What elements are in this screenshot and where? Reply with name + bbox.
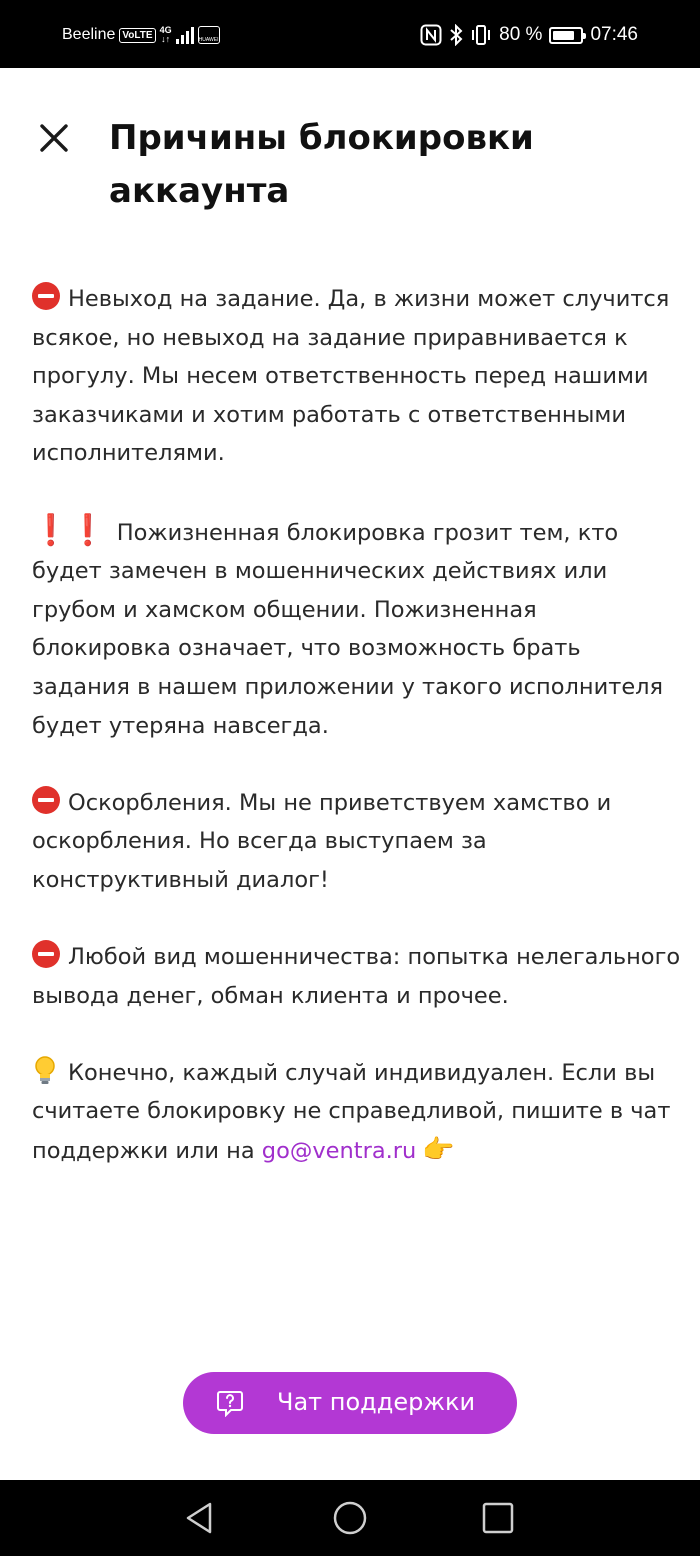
paragraph-appeal — [32, 1054, 682, 1171]
support-email-link[interactable]: go@ventra.ru — [261, 1138, 417, 1165]
paragraph-fraud — [32, 938, 682, 1015]
signal-icon — [176, 26, 194, 44]
no-entry-icon — [32, 940, 60, 968]
status-bar — [0, 0, 700, 68]
no-entry-icon — [32, 282, 60, 310]
home-icon[interactable] — [330, 1500, 370, 1536]
back-icon[interactable] — [180, 1500, 220, 1536]
content — [32, 280, 682, 1209]
battery-percent: 80 % — [499, 24, 543, 45]
no-entry-icon — [32, 786, 60, 814]
system-nav-bar — [0, 1480, 700, 1556]
volte-badge: VoLTE — [119, 28, 155, 43]
network-type: 4G ↓↑ — [159, 25, 172, 44]
paragraph-text: Оскорбления. Мы не приветствуем хамство и оскорбления. Но всегда выступаем за конструктивный диалог! — [32, 789, 612, 893]
huawei-app-icon: HUAWEI — [198, 26, 220, 44]
vibrate-icon — [470, 24, 492, 46]
paragraph-text: Любой вид мошенничества: попытка нелегального вывода денег, обман клиента и прочее. — [32, 944, 681, 1009]
double-exclamation-icon: ❗❗ — [32, 512, 107, 548]
clock: 07:46 — [590, 24, 638, 45]
recents-icon[interactable] — [478, 1500, 518, 1536]
carrier-label: Beeline — [62, 26, 116, 43]
battery-icon — [549, 27, 583, 44]
status-left — [62, 20, 220, 50]
paragraph-text: Конечно, каждый случай индивидуален. Если вы считаете блокировку не справедливой, пишите в чат поддержки или на — [32, 1059, 671, 1165]
status-right — [420, 20, 638, 50]
close-icon[interactable] — [34, 118, 74, 158]
light-bulb-icon — [32, 1055, 58, 1085]
paragraph-text: Невыход на задание. Да, в жизни может случится всякое, но невыход на задание приравнивается к прогулу. Мы несем ответственность перед нашими заказчиками и хотим работать с ответственными исполнителями. — [32, 286, 670, 467]
paragraph-lifetime-ban — [32, 512, 682, 746]
paragraph-text: Пожизненная блокировка грозит тем, кто будет замечен в мошеннических действиях или грубом и хамском общении. Пожизненная блокировка означает, что возможность брать задания в нашем приложении у такого исполнителя будет утеряна навсегда. — [32, 519, 664, 739]
bluetooth-icon — [449, 24, 463, 46]
support-chat-label: Чат поддержки — [277, 1388, 476, 1416]
chat-question-icon — [216, 1389, 244, 1417]
page-title: Причины блокировки аккаунта — [109, 118, 534, 211]
paragraph-no-show — [32, 280, 682, 473]
support-chat-button[interactable] — [183, 1372, 517, 1434]
pointing-hand-icon: 👉 — [422, 1135, 455, 1166]
nfc-icon — [420, 24, 442, 46]
paragraph-insults — [32, 784, 682, 900]
